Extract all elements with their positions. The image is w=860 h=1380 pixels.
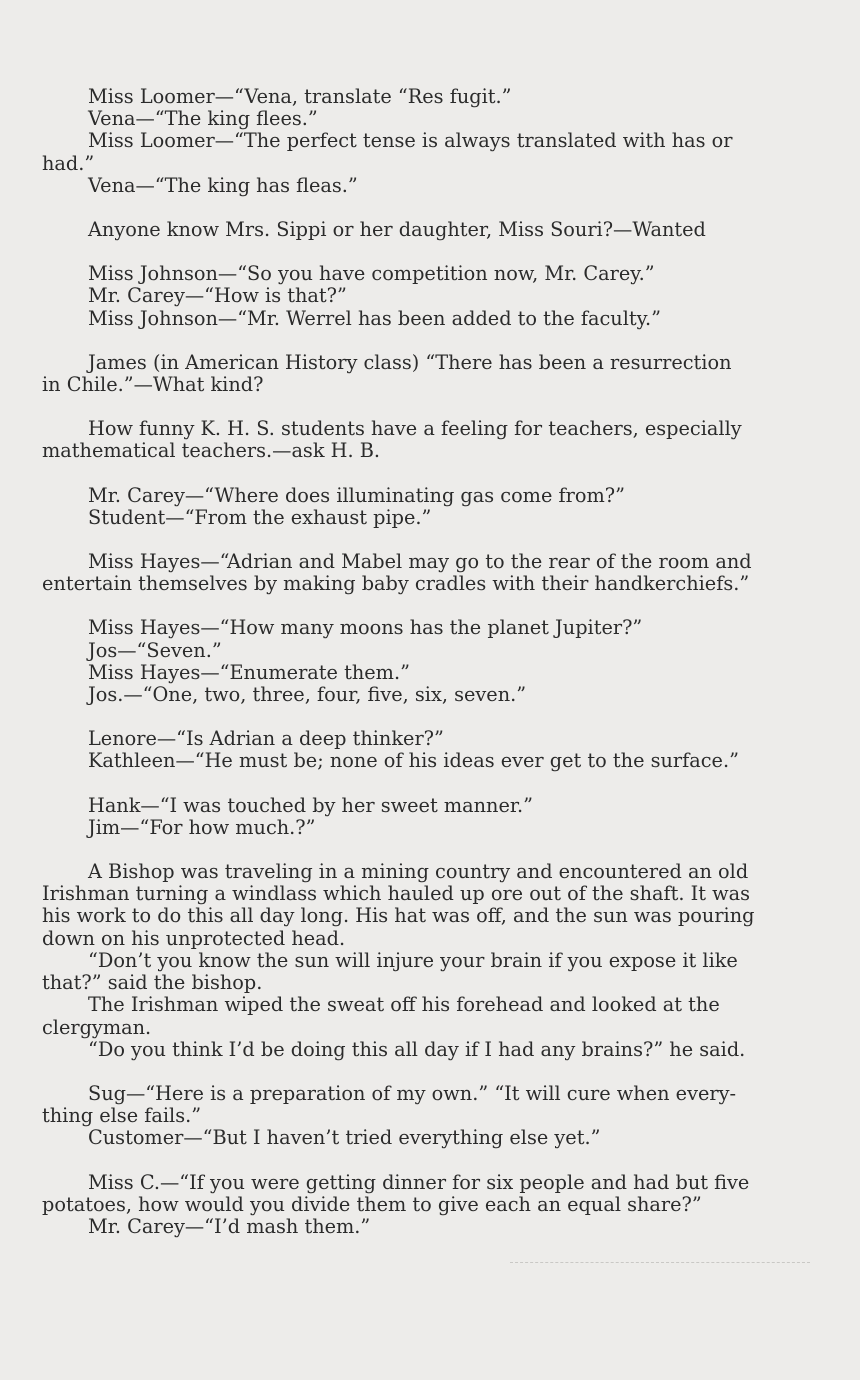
text-line: entertain themselves by making baby cradles with their handkerchiefs.” <box>42 572 750 596</box>
text-line: potatoes, how would you divide them to give each an equal share?” <box>42 1192 702 1216</box>
text-line: Miss Johnson—“So you have competition now, Mr. Carey.” <box>88 262 655 286</box>
text-paragraph <box>42 728 820 772</box>
jokes-text-body <box>42 86 820 1260</box>
text-line: Miss Loomer—“The perfect tense is always translated with has or <box>88 129 733 153</box>
text-paragraph <box>42 617 820 706</box>
text-line: Mr. Carey—“I’d mash them.” <box>88 1214 371 1238</box>
text-line: Miss Loomer—“Vena, translate “Res fugit.” <box>88 85 512 108</box>
text-line: down on his unprotected head. <box>42 926 346 950</box>
text-line: Miss C.—“If you were getting dinner for six people and had but five <box>88 1170 750 1194</box>
text-line: clergyman. <box>42 1015 152 1039</box>
text-line: thing else fails.” <box>42 1104 202 1128</box>
text-paragraph <box>42 485 820 529</box>
text-line: James (in American History class) “There has been a resurrection <box>88 350 732 374</box>
text-line: Miss Hayes—“Adrian and Mabel may go to the rear of the room and <box>88 550 752 574</box>
text-paragraph <box>42 861 820 1061</box>
text-line: Jos.—“One, two, three, four, five, six, seven.” <box>88 683 527 707</box>
text-line: Vena—“The king flees.” <box>88 107 318 131</box>
text-line: Miss Hayes—“Enumerate them.” <box>88 660 410 684</box>
text-line: Mr. Carey—“How is that?” <box>88 284 347 308</box>
text-line: Mr. Carey—“Where does illuminating gas come from?” <box>88 483 625 507</box>
text-line: mathematical teachers.—ask H. B. <box>42 439 381 463</box>
text-line: Vena—“The king has fleas.” <box>88 173 358 197</box>
text-line: A Bishop was traveling in a mining country and encountered an old <box>88 860 749 884</box>
text-paragraph <box>42 418 820 462</box>
text-paragraph <box>42 86 820 197</box>
text-line: Miss Hayes—“How many moons has the planet Jupiter?” <box>88 616 643 640</box>
text-line: Miss Johnson—“Mr. Werrel has been added to the faculty.” <box>88 306 661 330</box>
text-line: “Don’t you know the sun will injure your brain if you expose it like <box>88 948 738 972</box>
text-line: Anyone know Mrs. Sippi or her daughter, Miss Souri?—Wanted <box>88 218 706 242</box>
text-line: in Chile.”—What kind? <box>42 373 264 397</box>
text-line: Customer—“But I haven’t tried everything else yet.” <box>88 1126 601 1150</box>
text-line: had.” <box>42 151 95 175</box>
bottom-dashed-rule <box>510 1262 810 1263</box>
text-line: “Do you think I’d be doing this all day if I had any brains?” he said. <box>88 1037 746 1061</box>
text-paragraph <box>42 352 820 396</box>
text-line: Jim—“For how much.?” <box>88 815 316 839</box>
text-line: Hank—“I was touched by her sweet manner.” <box>88 793 533 817</box>
text-paragraph <box>42 1083 820 1150</box>
text-paragraph <box>42 795 820 839</box>
text-line: Sug—“Here is a preparation of my own.” “It will cure when every- <box>88 1081 736 1105</box>
text-line: Lenore—“Is Adrian a deep thinker?” <box>88 727 444 751</box>
text-line: his work to do this all day long. His hat was off, and the sun was pouring <box>42 904 755 928</box>
text-line: Kathleen—“He must be; none of his ideas ever get to the surface.” <box>88 749 739 773</box>
text-paragraph <box>42 1172 820 1239</box>
text-paragraph <box>42 551 820 595</box>
text-line: How funny K. H. S. students have a feeling for teachers, especially <box>88 417 742 441</box>
text-line: Irishman turning a windlass which hauled up ore out of the shaft. It was <box>42 882 751 906</box>
text-line: The Irishman wiped the sweat off his forehead and looked at the <box>88 993 720 1017</box>
text-line: Jos—“Seven.” <box>88 638 222 662</box>
text-paragraph <box>42 263 820 330</box>
text-line: that?” said the bishop. <box>42 971 263 995</box>
text-paragraph <box>42 219 820 241</box>
text-line: Student—“From the exhaust pipe.” <box>88 505 432 529</box>
